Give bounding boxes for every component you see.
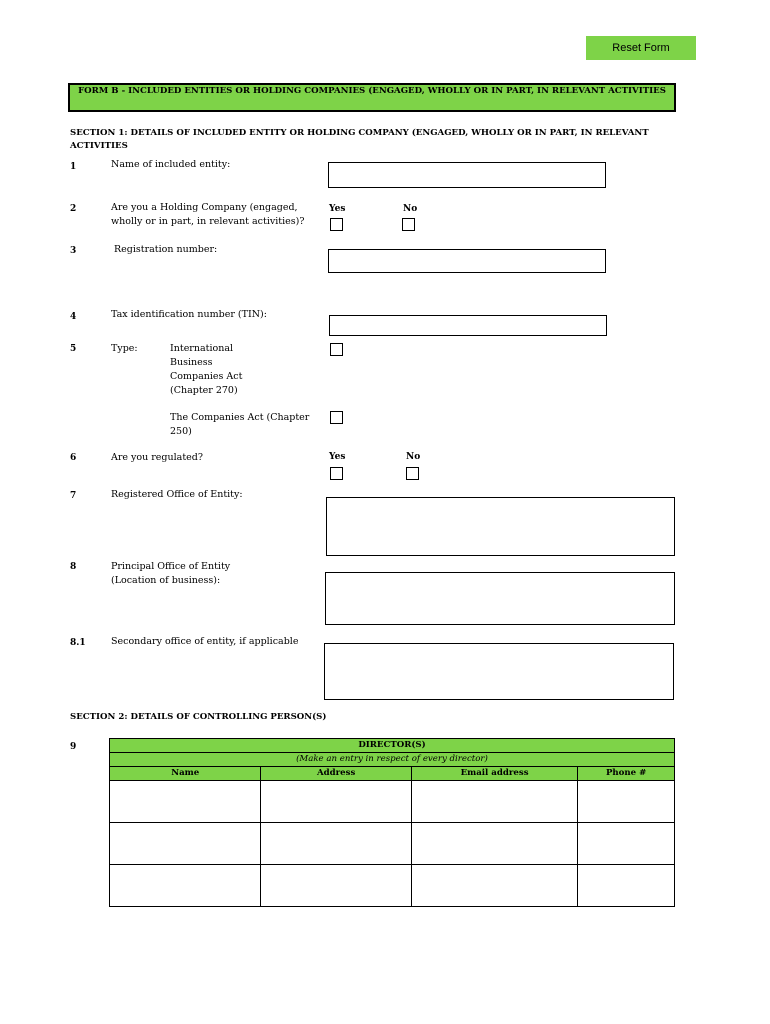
q5-companies-act-checkbox[interactable] [330,411,343,424]
director-address-cell[interactable] [261,865,411,907]
q2-yes-label: Yes [329,204,346,214]
q5-option-ibc-line: Companies Act [170,371,243,382]
secondary-office-textarea[interactable] [324,643,674,700]
q6-label: Are you regulated? [111,452,203,463]
q2-label-line2: wholly or in part, in relevant activities)? [111,216,305,227]
q6-yes-label: Yes [329,452,346,462]
registered-office-textarea[interactable] [326,497,675,556]
director-phone-cell[interactable] [578,823,675,865]
director-email-cell[interactable] [411,865,577,907]
q6-no-label: No [406,452,421,462]
q5-option-companies-act-line: 250) [170,426,192,437]
q4-number: 4 [70,312,77,322]
section-2-heading: SECTION 2: DETAILS OF CONTROLLING PERSON(S) [70,712,327,722]
directors-table-title: DIRECTOR(S) [110,739,675,753]
q5-label: Type: [111,343,138,354]
q5-option-companies-act-label [170,411,309,439]
q5-option-ibc-label [170,342,242,398]
q2-yes-checkbox[interactable] [330,218,343,231]
q8-1-label: Secondary office of entity, if applicable [111,636,299,647]
director-email-cell[interactable] [411,823,577,865]
q2-label [111,201,304,229]
director-phone-cell[interactable] [578,865,675,907]
q2-no-label: No [403,204,418,214]
director-name-cell[interactable] [110,865,261,907]
q7-number: 7 [70,491,77,501]
director-address-cell[interactable] [261,781,411,823]
q3-number: 3 [70,246,77,256]
registration-number-input[interactable] [328,249,606,273]
column-header-email: Email address [411,767,577,781]
q8-1-number: 8.1 [70,638,86,648]
column-header-phone: Phone # [578,767,675,781]
director-name-cell[interactable] [110,781,261,823]
q8-label-line2: (Location of business): [111,575,221,586]
q6-number: 6 [70,453,77,463]
director-name-cell[interactable] [110,823,261,865]
q5-number: 5 [70,344,77,354]
directors-table-subtitle: (Make an entry in respect of every director) [110,753,675,767]
q7-label: Registered Office of Entity: [111,489,243,500]
directors-table [109,738,675,907]
q1-number: 1 [70,162,77,172]
tin-input[interactable] [329,315,607,336]
table-row [110,865,675,907]
q5-option-ibc-line: (Chapter 270) [170,385,238,396]
section-1-heading: SECTION 1: DETAILS OF INCLUDED ENTITY OR HOLDING COMPANY (ENGAGED, WHOLLY OR IN PART, IN RELEVANT ACTIVITIES [70,128,649,151]
q8-label [111,560,230,588]
table-row [110,823,675,865]
q2-no-checkbox[interactable] [402,218,415,231]
q1-label: Name of included entity: [111,159,231,170]
q5-ibc-checkbox[interactable] [330,343,343,356]
q2-number: 2 [70,204,77,214]
q2-label-line1: Are you a Holding Company (engaged, [111,202,298,213]
table-row [110,781,675,823]
q5-option-ibc-line: Business [170,357,213,368]
column-header-name: Name [110,767,261,781]
q3-label: Registration number: [114,244,218,255]
form-title: FORM B - INCLUDED ENTITIES OR HOLDING COMPANIES (ENGAGED, WHOLLY OR IN PART, IN RELEVANT ACTIVITIES [68,83,676,112]
entity-name-input[interactable] [328,162,606,188]
q5-option-companies-act-line: The Companies Act (Chapter [170,412,310,423]
reset-form-button[interactable]: Reset Form [586,36,696,60]
q6-yes-checkbox[interactable] [330,467,343,480]
q6-no-checkbox[interactable] [406,467,419,480]
q9-number: 9 [70,742,77,752]
director-email-cell[interactable] [411,781,577,823]
q8-number: 8 [70,562,77,572]
column-header-address: Address [261,767,411,781]
q4-label: Tax identification number (TIN): [111,309,267,320]
principal-office-textarea[interactable] [325,572,675,625]
director-address-cell[interactable] [261,823,411,865]
director-phone-cell[interactable] [578,781,675,823]
q5-option-ibc-line: International [170,343,234,354]
q8-label-line1: Principal Office of Entity [111,561,231,572]
